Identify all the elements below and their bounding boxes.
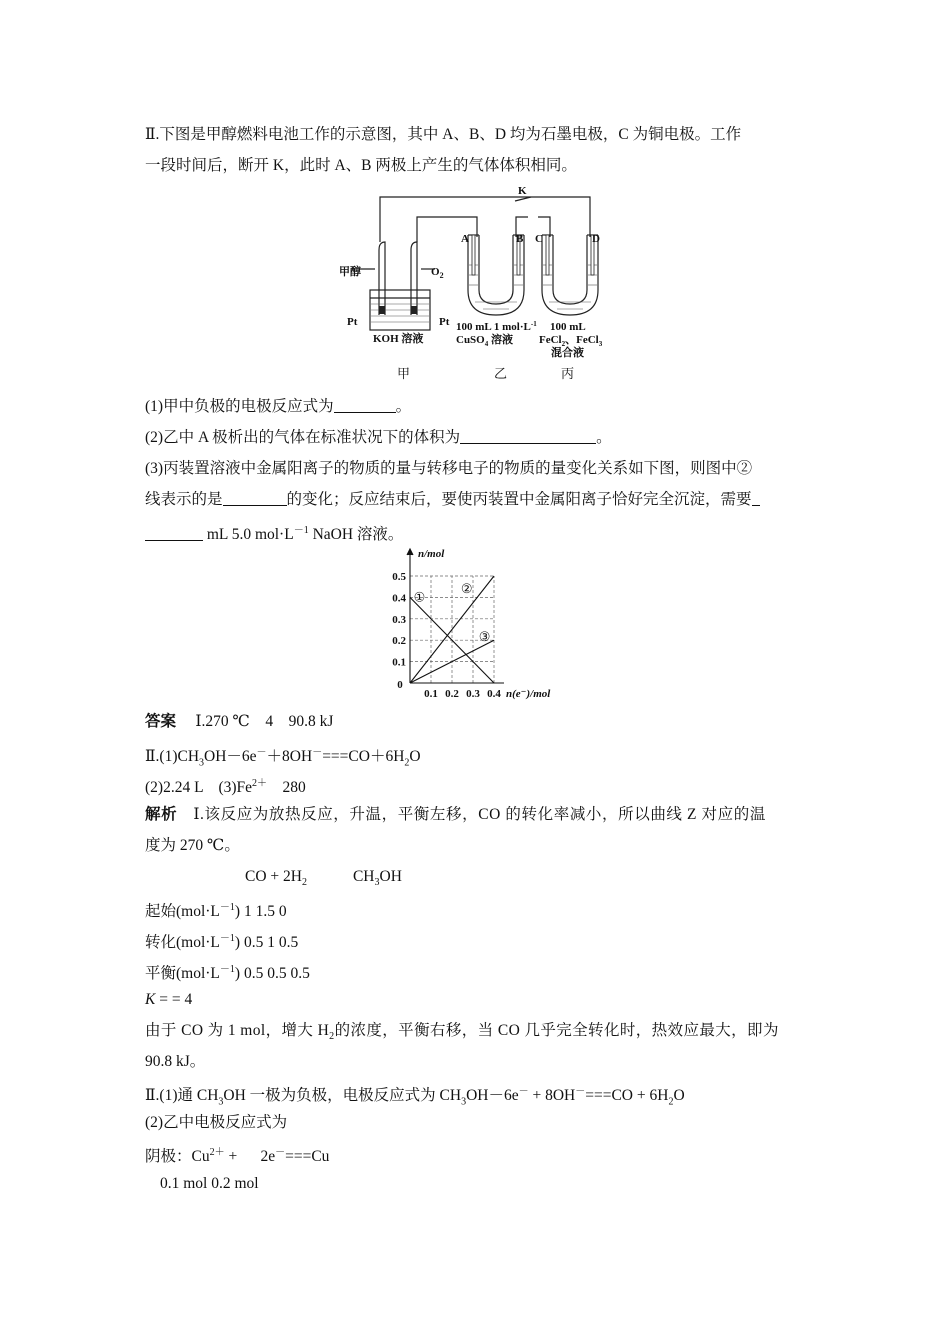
cathode-reaction: 阴极：$Cu^{2+}$ + 2e－===Cu [145, 1147, 330, 1166]
x-tick-label: 0.3 [466, 688, 480, 700]
label-bing: 丙 [561, 366, 575, 381]
label-electrode-b: B [516, 233, 524, 245]
analysis-part2-line-2: (2)乙中电极反应式为 [145, 1114, 288, 1131]
y-tick-label: 0.1 [392, 656, 406, 669]
series-label-1: ① [413, 589, 426, 605]
label-electrode-c: C [535, 233, 543, 245]
label-jia: 甲 [397, 366, 411, 381]
analysis-line-2: 度为 270 ℃。 [145, 837, 240, 854]
x-axis-label: n(e⁻)/mol [506, 688, 551, 700]
label-bing-solution-3: 混合液 [551, 347, 584, 359]
equilibrium-constant: K = = 4 [145, 991, 193, 1008]
pt-electrode-left [379, 306, 385, 314]
y-tick-label: 0.4 [392, 592, 406, 605]
label-pt-right: Pt [439, 316, 450, 328]
label-bing-solution-1: 100 mL [550, 321, 586, 333]
analysis-line-4: 90.8 kJ。 [145, 1053, 206, 1070]
label-yi-solution-1: 100 mL 1 $mol\cdot L^{-1}$ [456, 320, 537, 333]
answer-line-2: $Ⅱ.(1)CH_3OH-6e^-+8OH^-===CO+6H_2O$ [145, 747, 421, 769]
answer-blank-3[interactable] [223, 491, 287, 506]
y-axis-label: n/mol [418, 548, 445, 560]
analysis-line-3: 由于 CO 为 1 mol，增大 $H_2$的浓度，平衡右移，当 CO 几乎完全转化时，热效应最大，即为 [145, 1022, 779, 1043]
answer-blank-4[interactable] [145, 526, 203, 541]
pt-electrode-right [411, 306, 417, 314]
x-tick-label: 0.4 [487, 688, 501, 700]
label-oxygen: $O_2$ [431, 266, 444, 280]
label-electrode-a: A [461, 233, 469, 245]
answer-line-1: 答案 Ⅰ.270 ℃ 4 90.8 kJ [145, 713, 334, 730]
analysis-line-1: 解析 Ⅰ.该反应为放热反应，升温，平衡左移，CO 的转化率减小，所以曲线 Z 对应的温 [145, 806, 766, 823]
label-electrode-d: D [592, 233, 600, 245]
x-tick-label: 0.1 [424, 688, 438, 700]
x-tick-label: 0.2 [445, 688, 459, 700]
answer-blank-2[interactable] [460, 429, 596, 444]
label-yi-solution-2: CuSO$_4$ 溶液 [456, 334, 513, 348]
answer-blank-1[interactable] [334, 398, 396, 413]
y-axis-arrow [407, 549, 413, 555]
y-tick-label: 0.2 [392, 635, 406, 648]
analysis-part2-line-1: Ⅱ.(1)通 $CH_3OH$ 一极为负极，电极反应式为 $CH_3OH-6e^- + 8OH^-===CO + 6H_2O$ [145, 1086, 685, 1108]
series-label-2: ② [460, 580, 473, 596]
electrode-c-rod [546, 235, 549, 275]
label-pt-left: Pt [347, 316, 358, 328]
label-k: K [518, 185, 527, 197]
switch-k-blade [515, 197, 531, 201]
label-koh: KOH 溶液 [373, 333, 424, 345]
question-3-line-2: 线表示的是 的变化；反应结束后，要使丙装置中金属阳离子恰好完全沉淀，需要 [145, 490, 760, 510]
fuel-cell-apparatus [335, 180, 625, 385]
question-2: (2)乙中 A 极析出的气体在标准状况下的体积为 。 [145, 429, 612, 446]
intro-line-1: Ⅱ.下图是甲醇燃料电池工作的示意图，其中 A、B、D 均为石墨电极，C 为铜电极。工作 [145, 126, 742, 143]
answer-line-3: (2)2.24 L $(3)Fe^{2+}$ 280 [145, 778, 306, 797]
question-3-line-1: (3)丙装置溶液中金属阳离子的物质的量与转移电子的物质的量变化关系如下图，则图中② [145, 460, 753, 477]
y-tick-label: 0.3 [392, 613, 406, 626]
label-yi: 乙 [494, 366, 508, 381]
intro-line-2: 一段时间后，断开 K，此时 A、B 两极上产生的气体体积相同。 [145, 157, 577, 174]
initial-row: 起始$(mol\cdot L^{-1})$ 1 1.5 0 [145, 902, 287, 921]
cathode-moles: 0.1 mol 0.2 mol [160, 1175, 259, 1192]
converted-row: 转化$(mol\cdot L^{-1})$ 0.5 1 0.5 [145, 933, 299, 952]
equilibrium-row: 平衡$(mol\cdot L^{-1})$ 0.5 0.5 0.5 [145, 964, 310, 983]
label-methanol: 甲醇 [339, 266, 361, 278]
question-3-line-3: mL 5.0 $mol\cdot L^{-1}$ NaOH 溶液。 [145, 521, 403, 545]
wire-outer [380, 197, 590, 242]
label-bing-solution-2: FeCl$_2$、FeCl$_3$ [539, 334, 603, 348]
electrode-a-rod [472, 235, 475, 275]
reaction-equation: CO + $2H_2$ $CH_3OH$ [245, 868, 402, 889]
origin-label: 0 [397, 679, 403, 691]
question-1: (1)甲中负极的电极反应式为 。 [145, 398, 412, 415]
y-tick-label: 0.5 [392, 571, 406, 583]
series-label-3: ③ [478, 628, 491, 644]
ion-electron-chart [380, 545, 580, 705]
